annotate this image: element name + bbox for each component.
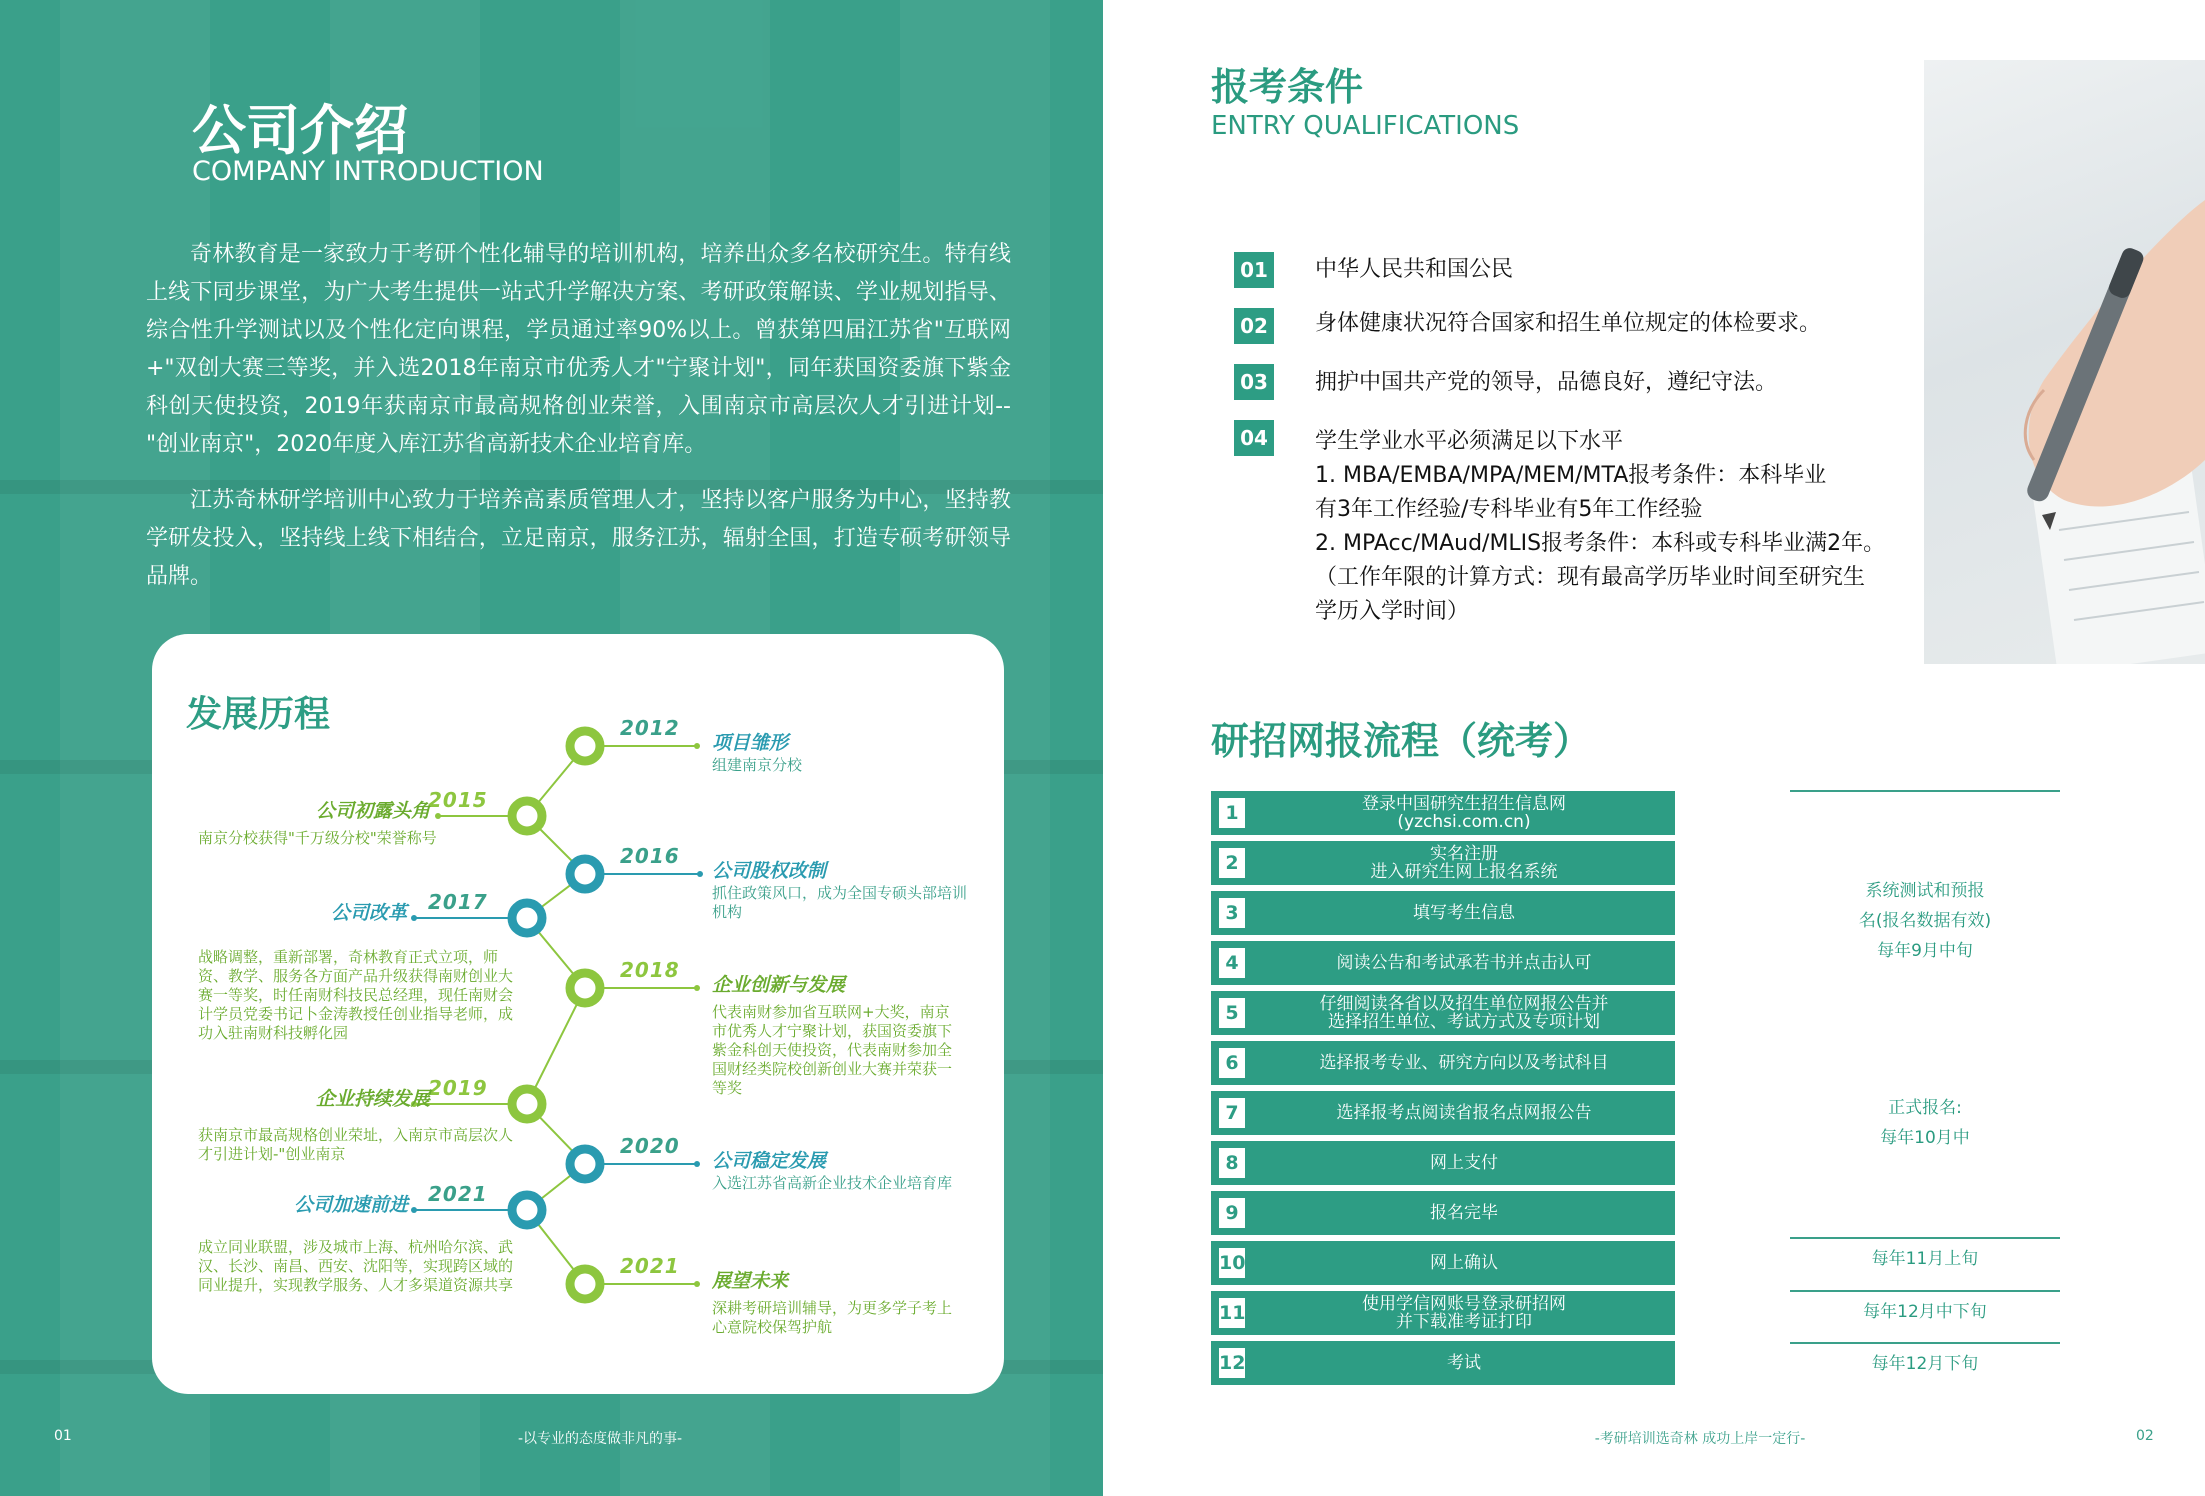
timeline-entry-desc: 入选江苏省高新企业技术企业培育库 bbox=[712, 1174, 953, 1192]
process-step-number: 4 bbox=[1219, 948, 1245, 978]
intro-paragraph: 江苏奇林研学培训中心致力于培养高素质管理人才，坚持以客户服务为中心，坚持教学研发投入，坚持线上线下相结合，立足南京，服务江苏，辐射全国，打造专硕考研领导品牌。 bbox=[146, 488, 1011, 589]
schedule-item bbox=[1790, 1093, 2060, 1153]
process-step-line: 进入研究生网上报名系统 bbox=[1370, 862, 1558, 882]
timeline-node bbox=[570, 859, 600, 889]
process-step-number: 8 bbox=[1219, 1148, 1245, 1178]
timeline-node bbox=[570, 1269, 600, 1299]
process-step-number: 10 bbox=[1219, 1248, 1245, 1278]
process-step bbox=[1211, 1191, 1675, 1235]
qualification-text bbox=[1315, 366, 1777, 400]
qualification-text bbox=[1315, 425, 1885, 629]
timeline-entry bbox=[712, 734, 972, 775]
qualification-line: 学历入学时间） bbox=[1315, 599, 1470, 624]
process-step-text bbox=[1253, 1291, 1675, 1335]
timeline-entry-title: 项目雏形 bbox=[712, 732, 789, 754]
timeline-entry-desc: 战略调整，重新部署，奇林教育正式立项，师资、教学、服务各方面产品升级获得南财创业大赛一等奖，时任南财科技民总经理，现任南财会计学员党委书记卜金涛教授任创业指导老师，成功入驻南财科技孵化园 bbox=[198, 948, 514, 1042]
process-step-line: (yzchsi.com.cn) bbox=[1397, 812, 1531, 832]
schedule-line: 正式报名: bbox=[1888, 1098, 1962, 1118]
timeline-node bbox=[512, 801, 542, 831]
process-step-line: 考试 bbox=[1447, 1353, 1481, 1373]
process-step-text bbox=[1253, 891, 1675, 935]
process-step-number: 9 bbox=[1219, 1198, 1245, 1228]
schedule-line: 名(报名数据有效) bbox=[1858, 911, 1992, 931]
process-step-line: 阅读公告和考试承若书并点击认可 bbox=[1336, 953, 1592, 973]
process-step bbox=[1211, 1241, 1675, 1285]
timeline-entry bbox=[186, 904, 411, 923]
process-step-text bbox=[1253, 791, 1675, 835]
timeline-entry-desc: 获南京市最高规格创业荣址，入南京市高层次人才引进计划-"创业南京 bbox=[198, 1126, 514, 1163]
process-step-text bbox=[1253, 1041, 1675, 1085]
timeline-entry-title: 公司改革 bbox=[330, 902, 407, 924]
schedule-divider bbox=[1790, 790, 2060, 792]
timeline-year: 2021 bbox=[620, 1254, 680, 1278]
process-step-text bbox=[1253, 1141, 1675, 1185]
process-step-number: 12 bbox=[1219, 1348, 1245, 1378]
process-step-text bbox=[1253, 941, 1675, 985]
timeline-entry-title: 公司稳定发展 bbox=[712, 1150, 827, 1172]
schedule-line: 每年9月中旬 bbox=[1877, 941, 1973, 961]
timeline-entry bbox=[186, 802, 436, 821]
page-footer: -以专业的态度做非凡的事- bbox=[517, 1431, 683, 1447]
process-step-line: 网上支付 bbox=[1430, 1153, 1498, 1173]
qualification-number: 04 bbox=[1234, 420, 1274, 456]
timeline-year: 2016 bbox=[620, 844, 680, 868]
timeline-year: 2018 bbox=[620, 958, 680, 982]
timeline-entry-title: 公司股权改制 bbox=[712, 860, 827, 882]
timeline-entry-desc: 深耕考研培训辅导，为更多学子考上心意院校保驾护航 bbox=[712, 1299, 953, 1336]
qualification-number: 03 bbox=[1234, 364, 1274, 400]
process-step-line: 选择报考专业、研究方向以及考试科目 bbox=[1319, 1053, 1609, 1073]
qualification-text bbox=[1315, 307, 1821, 341]
timeline-node bbox=[570, 973, 600, 1003]
timeline-entry-desc: 成立同业联盟，涉及城市上海、杭州哈尔滨、武汉、长沙、南昌、西安、沈阳等，实现跨区域的同业提升，实现教学服务、人才多渠道资源共享 bbox=[198, 1238, 514, 1294]
process-step-line: 并下载准考证打印 bbox=[1396, 1312, 1532, 1332]
timeline-node bbox=[570, 1149, 600, 1179]
qualification-line: 中华人民共和国公民 bbox=[1315, 257, 1514, 282]
timeline-entry bbox=[712, 1272, 962, 1337]
timeline-dot bbox=[694, 743, 700, 749]
schedule-item: 每年11月上旬 bbox=[1871, 1249, 1979, 1269]
process-step-line: 网上确认 bbox=[1430, 1253, 1498, 1273]
schedule-divider bbox=[1790, 1237, 2060, 1239]
qualification-line: 2. MPAcc/MAud/MLIS报考条件：本科或专科毕业满2年。 bbox=[1315, 531, 1886, 556]
qualification-line: 拥护中国共产党的领导，品德良好，遵纪守法。 bbox=[1315, 370, 1778, 395]
timeline-entry-desc: 组建南京分校 bbox=[712, 756, 803, 774]
timeline-entry bbox=[186, 1090, 436, 1109]
page-number: 02 bbox=[2136, 1428, 2154, 1444]
timeline-entry-title: 公司初露头角 bbox=[315, 800, 430, 822]
process-step bbox=[1211, 1341, 1675, 1385]
process-step bbox=[1211, 1091, 1675, 1135]
timeline-node bbox=[570, 731, 600, 761]
qualification-line: （工作年限的计算方式：现有最高学历毕业时间至研究生 bbox=[1315, 565, 1866, 590]
intro-text bbox=[146, 236, 1011, 614]
process-step-number: 2 bbox=[1219, 848, 1245, 878]
timeline-entry bbox=[712, 862, 972, 922]
timeline-entry-desc: 南京分校获得"千万级分校"荣誉称号 bbox=[198, 829, 437, 847]
qualifications-subtitle: ENTRY QUALIFICATIONS bbox=[1211, 111, 1520, 141]
process-step-line: 登录中国研究生招生信息网 bbox=[1362, 794, 1566, 814]
schedule-divider bbox=[1790, 1290, 2060, 1292]
process-step-line: 选择报考点阅读省报名点网报公告 bbox=[1336, 1103, 1592, 1123]
page-subtitle: COMPANY INTRODUCTION bbox=[192, 156, 544, 187]
qualification-line: 身体健康状况符合国家和招生单位规定的体检要求。 bbox=[1315, 311, 1822, 336]
timeline-entry-desc: 代表南财参加省互联网+大奖，南京市优秀人才宁聚计划，获国资委旗下紫金科创天使投资，代表南财参加全国财经类院校创新创业大赛并荣获一等奖 bbox=[712, 1003, 953, 1097]
schedule-divider bbox=[1790, 1342, 2060, 1344]
timeline-entry bbox=[172, 1196, 412, 1215]
timeline-dot bbox=[694, 1161, 700, 1167]
process-step-line: 仔细阅读各省以及招生单位网报公告并 bbox=[1319, 994, 1609, 1014]
process-step bbox=[1211, 991, 1675, 1035]
process-step-text bbox=[1253, 841, 1675, 885]
process-step-number: 7 bbox=[1219, 1098, 1245, 1128]
timeline-year: 2020 bbox=[620, 1134, 680, 1158]
process-step bbox=[1211, 791, 1675, 835]
timeline-entry-title: 企业持续发展 bbox=[315, 1088, 430, 1110]
timeline-dot bbox=[411, 915, 417, 921]
process-step-line: 选择招生单位、考试方式及专项计划 bbox=[1328, 1012, 1600, 1032]
process-step-line: 实名注册 bbox=[1430, 844, 1498, 864]
process-step-number: 11 bbox=[1219, 1298, 1245, 1328]
timeline-dot bbox=[694, 985, 700, 991]
timeline-dot bbox=[694, 1281, 700, 1287]
timeline-year: 2015 bbox=[428, 788, 488, 812]
timeline-entry-title: 展望未来 bbox=[712, 1270, 789, 1292]
timeline-entry bbox=[712, 1152, 962, 1193]
process-step-text bbox=[1253, 1091, 1675, 1135]
process-step bbox=[1211, 1141, 1675, 1185]
hand-writing-photo bbox=[1924, 60, 2205, 664]
timeline-node bbox=[512, 1195, 542, 1225]
process-step-number: 6 bbox=[1219, 1048, 1245, 1078]
qualification-number: 02 bbox=[1234, 308, 1274, 344]
timeline-dot bbox=[697, 871, 703, 877]
process-step bbox=[1211, 841, 1675, 885]
process-step-number: 5 bbox=[1219, 998, 1245, 1028]
schedule-item bbox=[1790, 876, 2060, 966]
schedule-item: 每年12月下旬 bbox=[1871, 1354, 1979, 1374]
timeline-year: 2012 bbox=[620, 716, 680, 740]
page-title: 公司介绍 bbox=[192, 99, 408, 162]
process-step-text bbox=[1253, 1341, 1675, 1385]
qualification-number: 01 bbox=[1234, 252, 1274, 288]
timeline-entry bbox=[712, 976, 962, 1098]
history-title: 发展历程 bbox=[186, 694, 331, 735]
process-step bbox=[1211, 891, 1675, 935]
process-step bbox=[1211, 1041, 1675, 1085]
process-step bbox=[1211, 1291, 1675, 1335]
process-step-text bbox=[1253, 1191, 1675, 1235]
timeline-year: 2021 bbox=[428, 1182, 488, 1206]
qualifications-title: 报考条件 bbox=[1211, 65, 1364, 109]
timeline-entry-desc: 抓住政策风口，成为全国专硕头部培训机构 bbox=[712, 884, 968, 921]
qualification-line: 学生学业水平必须满足以下水平 bbox=[1315, 429, 1624, 454]
process-step-line: 填写考生信息 bbox=[1413, 903, 1515, 923]
qualification-text bbox=[1315, 253, 1513, 287]
process-step-line: 使用学信网账号登录研招网 bbox=[1362, 1294, 1566, 1314]
process-step-line: 报名完毕 bbox=[1430, 1203, 1498, 1223]
process-step bbox=[1211, 941, 1675, 985]
process-step-text bbox=[1253, 991, 1675, 1035]
process-step-number: 1 bbox=[1219, 798, 1245, 828]
page-number: 01 bbox=[54, 1428, 72, 1444]
qualification-line: 有3年工作经验/专科毕业有5年工作经验 bbox=[1315, 497, 1703, 522]
timeline-entry-title: 企业创新与发展 bbox=[712, 974, 846, 996]
schedule-item: 每年12月中下旬 bbox=[1863, 1302, 1987, 1322]
page-footer: -考研培训选奇林 成功上岸一定行- bbox=[1594, 1431, 1806, 1447]
schedule-line: 系统测试和预报 bbox=[1865, 881, 1985, 901]
process-title: 研招网报流程（统考） bbox=[1211, 719, 1592, 763]
hand-pen-illustration bbox=[1924, 60, 2205, 664]
timeline-node bbox=[512, 903, 542, 933]
qualification-line: 1. MBA/EMBA/MPA/MEM/MTA报考条件：本科毕业 bbox=[1315, 463, 1827, 488]
timeline-year: 2017 bbox=[428, 890, 488, 914]
timeline-year: 2019 bbox=[428, 1076, 488, 1100]
timeline-entry-title: 公司加速前进 bbox=[293, 1194, 408, 1216]
intro-paragraph: 奇林教育是一家致力于考研个性化辅导的培训机构，培养出众多名校研究生。特有线上线下同步课堂，为广大考生提供一站式升学解决方案、考研政策解读、学业规划指导、综合性升学测试以及个性化定向课程，学员通过率90%以上。曾获第四届江苏省"互联网+"双创大赛三等奖，并入选2018年南京市优秀人才"宁聚计划"，同年获国资委旗下紫金科创天使投资，2019年获南京市最高规格创业荣誉，入围南京市高层次人才引进计划--"创业南京"，2020年度入库江苏省高新技术企业培育库。 bbox=[146, 242, 1011, 457]
process-step-number: 3 bbox=[1219, 898, 1245, 928]
history-card bbox=[152, 634, 1004, 1394]
timeline-node bbox=[512, 1089, 542, 1119]
schedule-line: 每年10月中 bbox=[1880, 1128, 1970, 1148]
process-step-text bbox=[1253, 1241, 1675, 1285]
